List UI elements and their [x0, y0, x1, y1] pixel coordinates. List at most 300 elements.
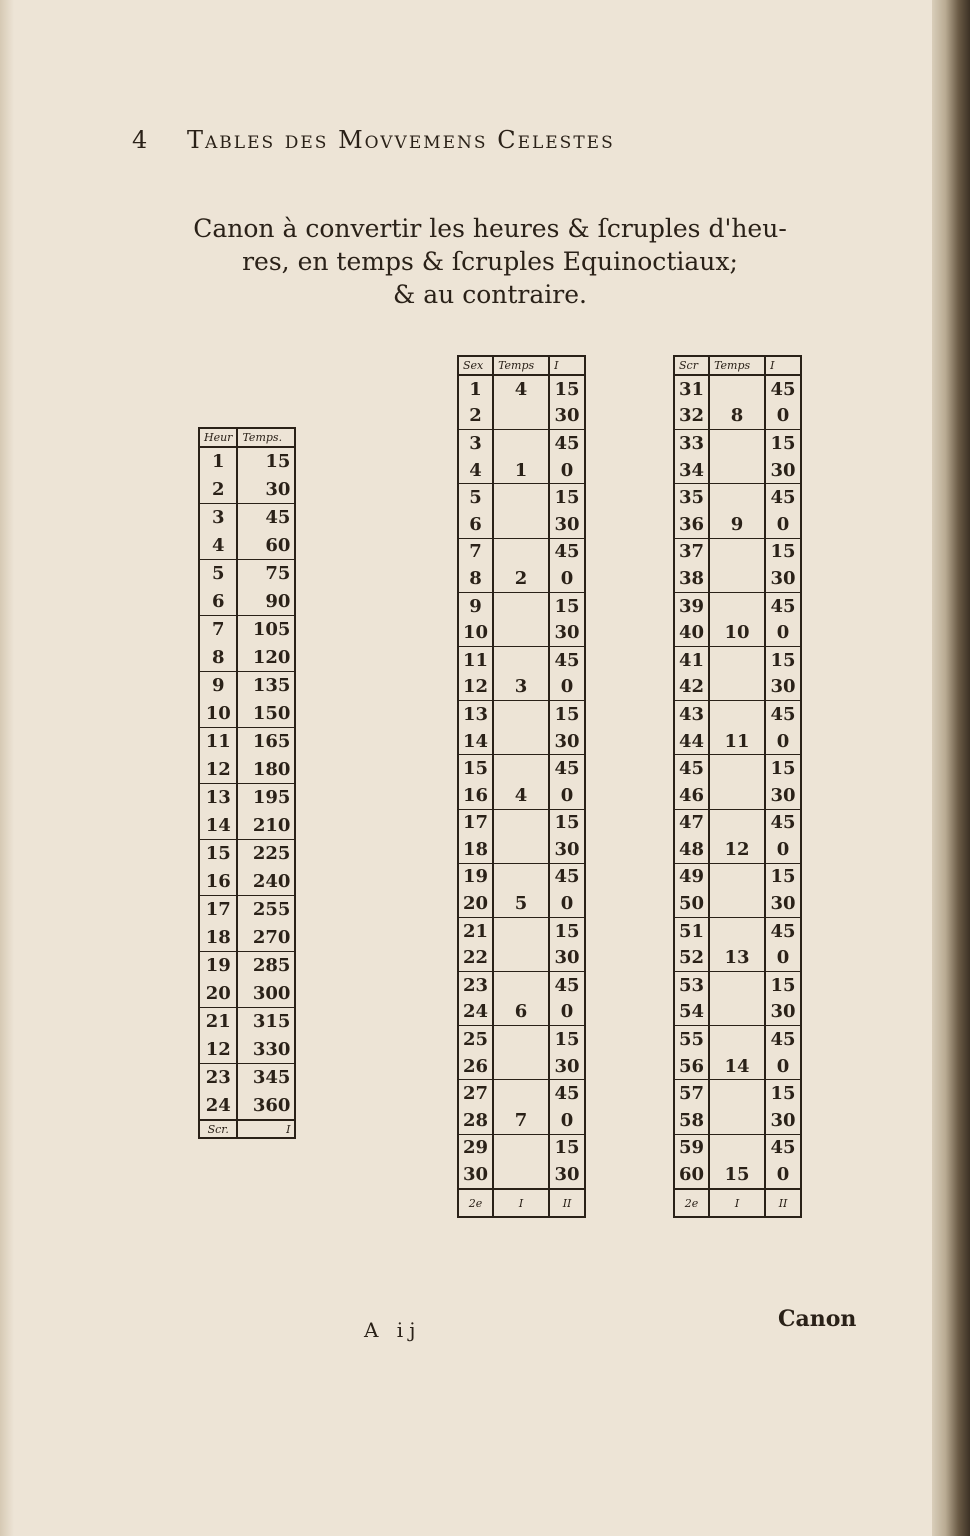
table-cell: 28 — [458, 1107, 493, 1134]
table-cell: 330 — [237, 1036, 295, 1064]
table-row — [458, 972, 585, 999]
table-row — [674, 484, 801, 511]
table-cell: 165 — [237, 728, 295, 756]
table-cell: 20 — [458, 890, 493, 917]
sexagesimal-table-1 — [457, 355, 586, 1218]
table-cell: 30 — [549, 1053, 585, 1080]
table-cell — [493, 755, 549, 782]
table-row — [458, 809, 585, 836]
table-cell: 15 — [765, 972, 801, 999]
table-cell: 39 — [674, 592, 709, 619]
table-row — [199, 784, 295, 812]
table-cell: 7 — [493, 1107, 549, 1134]
table-cell: 45 — [765, 592, 801, 619]
table-footer-row — [674, 1189, 801, 1218]
table-cell — [709, 484, 765, 511]
table-row — [458, 1134, 585, 1161]
table-cell: 0 — [549, 565, 585, 592]
table-cell: 9 — [458, 592, 493, 619]
table-cell: 16 — [458, 782, 493, 809]
table-cell: 4 — [458, 457, 493, 484]
table-cell: 8 — [199, 644, 237, 672]
table-cell: 48 — [674, 836, 709, 863]
table-cell: 27 — [458, 1080, 493, 1107]
table-cell — [493, 1080, 549, 1107]
table-cell: 21 — [199, 1008, 237, 1036]
table-cell: 45 — [549, 972, 585, 999]
table-cell: 51 — [674, 917, 709, 944]
table-cell: 60 — [237, 532, 295, 560]
table-cell: 285 — [237, 952, 295, 980]
table-row — [674, 646, 801, 673]
table-row — [199, 616, 295, 644]
table-cell — [493, 403, 549, 430]
table-cell: 2 — [493, 565, 549, 592]
table-row — [199, 644, 295, 672]
table-cell: 40 — [674, 619, 709, 646]
table-cell: 15 — [765, 430, 801, 457]
table-cell: 7 — [199, 616, 237, 644]
table-cell: 25 — [458, 1026, 493, 1053]
table-cell — [709, 917, 765, 944]
table-row — [674, 944, 801, 971]
footer-cell: II — [549, 1189, 585, 1218]
table-cell: 0 — [549, 674, 585, 701]
table-cell: 56 — [674, 1053, 709, 1080]
table-cell: 0 — [549, 782, 585, 809]
table-row — [458, 619, 585, 646]
table-cell — [493, 863, 549, 890]
table-cell: 90 — [237, 588, 295, 616]
table-cell — [709, 972, 765, 999]
table-row — [199, 924, 295, 952]
table-cell: 55 — [674, 1026, 709, 1053]
table-footer-row — [199, 1120, 295, 1138]
table-row — [199, 476, 295, 504]
table-row — [458, 999, 585, 1026]
table-cell — [493, 619, 549, 646]
table-cell: 345 — [237, 1064, 295, 1092]
table-row — [199, 560, 295, 588]
table-cell — [709, 890, 765, 917]
book-gutter — [932, 0, 970, 1536]
table-cell: 30 — [765, 1107, 801, 1134]
table-cell: 30 — [765, 457, 801, 484]
table-row — [458, 674, 585, 701]
heading-line-2: res, en temps & ſcruples Equinoctiaux; — [242, 247, 738, 276]
table-cell — [493, 538, 549, 565]
column-header: Scr — [674, 356, 709, 375]
table-cell: 45 — [549, 646, 585, 673]
table-cell: 255 — [237, 896, 295, 924]
table-row — [674, 836, 801, 863]
table-cell: 44 — [674, 728, 709, 755]
table-cell: 16 — [199, 868, 237, 896]
table-cell: 0 — [549, 1107, 585, 1134]
canon-heading — [160, 212, 820, 311]
table-cell: 15 — [765, 1080, 801, 1107]
table-cell: 24 — [458, 999, 493, 1026]
table-row — [458, 917, 585, 944]
column-header: I — [765, 356, 801, 375]
table-cell: 13 — [458, 701, 493, 728]
table-cell: 34 — [674, 457, 709, 484]
table-row — [458, 944, 585, 971]
table-cell: 38 — [674, 565, 709, 592]
table-cell — [709, 782, 765, 809]
table-cell: 15 — [765, 755, 801, 782]
table-cell: 45 — [765, 375, 801, 403]
table-row — [674, 728, 801, 755]
column-header: I — [549, 356, 585, 375]
table-cell: 47 — [674, 809, 709, 836]
footer-cell: Scr. — [199, 1120, 237, 1138]
table-cell: 1 — [493, 457, 549, 484]
table-cell: 11 — [458, 646, 493, 673]
table-cell: 45 — [765, 917, 801, 944]
table-row — [674, 1134, 801, 1161]
footer-cell: 2e — [674, 1189, 709, 1218]
table-cell — [709, 565, 765, 592]
page-number: 4 — [132, 126, 149, 154]
table-cell: 41 — [674, 646, 709, 673]
running-header — [132, 126, 812, 160]
table-cell: 0 — [549, 890, 585, 917]
table-cell: 15 — [549, 484, 585, 511]
table-cell: 0 — [765, 728, 801, 755]
table-row — [458, 484, 585, 511]
table-row — [458, 836, 585, 863]
table-cell: 15 — [549, 701, 585, 728]
table-row — [674, 565, 801, 592]
table-row — [199, 728, 295, 756]
table-cell — [709, 999, 765, 1026]
column-header: Heur — [199, 428, 237, 447]
table-cell — [493, 1134, 549, 1161]
table-cell: 21 — [458, 917, 493, 944]
table-cell: 15 — [237, 447, 295, 476]
signature-mark: A ij — [364, 1318, 422, 1342]
table-row — [674, 863, 801, 890]
table-row — [458, 755, 585, 782]
table-row — [458, 430, 585, 457]
table-row — [199, 588, 295, 616]
table-cell — [493, 972, 549, 999]
table-cell — [709, 646, 765, 673]
table-cell — [493, 1161, 549, 1189]
table-row — [458, 782, 585, 809]
table-row — [199, 1008, 295, 1036]
table-cell: 52 — [674, 944, 709, 971]
table-cell: 20 — [199, 980, 237, 1008]
table-row — [674, 457, 801, 484]
table-cell: 45 — [765, 1134, 801, 1161]
table-row — [199, 896, 295, 924]
table-row — [674, 999, 801, 1026]
table-row — [458, 457, 585, 484]
table-cell: 360 — [237, 1092, 295, 1121]
table-cell — [709, 1134, 765, 1161]
table-cell: 45 — [549, 538, 585, 565]
table-cell: 12 — [199, 756, 237, 784]
table-cell: 45 — [765, 809, 801, 836]
table-cell: 315 — [237, 1008, 295, 1036]
table-cell: 45 — [549, 755, 585, 782]
table-cell: 30 — [765, 890, 801, 917]
table-cell: 15 — [549, 1026, 585, 1053]
table-cell: 6 — [199, 588, 237, 616]
running-title: Tables des Movvemens Celestes — [187, 126, 615, 154]
table-cell: 30 — [549, 836, 585, 863]
table-cell — [709, 863, 765, 890]
table-cell: 5 — [458, 484, 493, 511]
table-cell: 6 — [493, 999, 549, 1026]
table-cell: 15 — [709, 1161, 765, 1189]
table-cell: 10 — [458, 619, 493, 646]
table-header-row — [199, 428, 295, 447]
table-cell: 30 — [765, 999, 801, 1026]
column-header: Sex — [458, 356, 493, 375]
table-cell: 32 — [674, 403, 709, 430]
table-row — [674, 674, 801, 701]
table-cell: 7 — [458, 538, 493, 565]
table-cell — [709, 1107, 765, 1134]
table-cell: 30 — [458, 1161, 493, 1189]
table-cell: 59 — [674, 1134, 709, 1161]
column-header: Temps — [709, 356, 765, 375]
table-cell: 8 — [709, 403, 765, 430]
table-cell: 10 — [199, 700, 237, 728]
table-cell: 210 — [237, 812, 295, 840]
table-cell — [709, 809, 765, 836]
table-cell — [493, 511, 549, 538]
table-cell — [493, 484, 549, 511]
table-cell: 2 — [458, 403, 493, 430]
table-cell: 43 — [674, 701, 709, 728]
table-row — [674, 430, 801, 457]
table-cell: 5 — [493, 890, 549, 917]
footer-cell: 2e — [458, 1189, 493, 1218]
table-cell: 3 — [458, 430, 493, 457]
table-cell: 15 — [549, 592, 585, 619]
table-row — [674, 890, 801, 917]
table-cell — [493, 430, 549, 457]
table-cell: 4 — [493, 782, 549, 809]
table-cell: 57 — [674, 1080, 709, 1107]
table-cell: 225 — [237, 840, 295, 868]
table-cell: 12 — [199, 1036, 237, 1064]
table-row — [199, 1092, 295, 1121]
table-cell: 4 — [493, 375, 549, 403]
sexagesimal-table-2 — [673, 355, 802, 1218]
table-row — [199, 672, 295, 700]
table-cell: 15 — [765, 646, 801, 673]
table-cell: 45 — [765, 1026, 801, 1053]
table-cell — [493, 592, 549, 619]
table-cell: 3 — [493, 674, 549, 701]
table-footer-row — [458, 1189, 585, 1218]
table-cell: 75 — [237, 560, 295, 588]
table-row — [674, 972, 801, 999]
table-cell — [493, 809, 549, 836]
table-cell: 60 — [674, 1161, 709, 1189]
table-cell: 0 — [765, 1053, 801, 1080]
heading-line-1: Canon à convertir les heures & ſcruples d'heu- — [193, 214, 787, 243]
table-cell: 8 — [458, 565, 493, 592]
table-cell: 29 — [458, 1134, 493, 1161]
table-row — [674, 592, 801, 619]
table-header-row — [458, 356, 585, 375]
table-cell: 11 — [709, 728, 765, 755]
table-cell: 45 — [674, 755, 709, 782]
table-cell: 120 — [237, 644, 295, 672]
table-cell: 15 — [765, 863, 801, 890]
table-row — [674, 1026, 801, 1053]
table-cell: 3 — [199, 504, 237, 532]
table-cell — [709, 375, 765, 403]
table-cell: 30 — [549, 728, 585, 755]
table-row — [674, 917, 801, 944]
table-row — [458, 890, 585, 917]
table-cell: 37 — [674, 538, 709, 565]
table-cell: 0 — [765, 403, 801, 430]
catchword: Canon — [778, 1306, 857, 1332]
table-cell: 15 — [549, 917, 585, 944]
table-cell — [709, 430, 765, 457]
table-cell: 17 — [458, 809, 493, 836]
table-row — [199, 504, 295, 532]
table-row — [674, 809, 801, 836]
table-cell: 45 — [765, 701, 801, 728]
table-cell: 30 — [765, 565, 801, 592]
table-cell: 31 — [674, 375, 709, 403]
table-cell: 45 — [237, 504, 295, 532]
table-cell: 0 — [765, 619, 801, 646]
table-cell: 0 — [765, 1161, 801, 1189]
column-header: Temps — [493, 356, 549, 375]
table-row — [199, 756, 295, 784]
table-row — [458, 646, 585, 673]
table-cell: 15 — [199, 840, 237, 868]
table-cell: 30 — [237, 476, 295, 504]
table-cell: 22 — [458, 944, 493, 971]
table-row — [458, 1080, 585, 1107]
table-cell: 30 — [549, 403, 585, 430]
table-cell: 11 — [199, 728, 237, 756]
table-cell: 4 — [199, 532, 237, 560]
table-cell — [709, 1026, 765, 1053]
table-cell: 0 — [549, 999, 585, 1026]
table-cell: 46 — [674, 782, 709, 809]
table-row — [458, 863, 585, 890]
table-row — [199, 532, 295, 560]
table-row — [199, 812, 295, 840]
table-cell: 23 — [199, 1064, 237, 1092]
table-row — [199, 980, 295, 1008]
table-row — [674, 1107, 801, 1134]
table-row — [199, 447, 295, 476]
table-row — [199, 840, 295, 868]
table-cell: 9 — [709, 511, 765, 538]
table-cell: 150 — [237, 700, 295, 728]
table-cell: 180 — [237, 756, 295, 784]
table-cell: 58 — [674, 1107, 709, 1134]
table-row — [674, 403, 801, 430]
table-row — [458, 1053, 585, 1080]
table-cell: 15 — [549, 809, 585, 836]
table-cell: 0 — [765, 511, 801, 538]
table-cell: 10 — [709, 619, 765, 646]
table-cell: 12 — [458, 674, 493, 701]
table-cell: 270 — [237, 924, 295, 952]
table-cell: 14 — [199, 812, 237, 840]
table-row — [458, 511, 585, 538]
footer-cell: II — [765, 1189, 801, 1218]
page-edge-shadow — [0, 0, 14, 1536]
table-row — [458, 1107, 585, 1134]
table-cell — [493, 728, 549, 755]
table-cell: 2 — [199, 476, 237, 504]
table-cell — [493, 1053, 549, 1080]
table-cell: 23 — [458, 972, 493, 999]
table-cell: 54 — [674, 999, 709, 1026]
table-cell — [493, 836, 549, 863]
table-row — [674, 1161, 801, 1189]
table-row — [458, 728, 585, 755]
table-cell: 1 — [458, 375, 493, 403]
table-row — [199, 952, 295, 980]
table-cell: 30 — [549, 1161, 585, 1189]
table-cell — [493, 917, 549, 944]
table-cell: 30 — [549, 511, 585, 538]
table-cell: 15 — [765, 538, 801, 565]
table-cell — [709, 457, 765, 484]
table-row — [674, 375, 801, 403]
table-cell: 33 — [674, 430, 709, 457]
table-cell: 240 — [237, 868, 295, 896]
table-row — [458, 375, 585, 403]
table-row — [458, 1026, 585, 1053]
table-cell: 14 — [458, 728, 493, 755]
table-cell: 42 — [674, 674, 709, 701]
table-row — [458, 538, 585, 565]
table-row — [458, 701, 585, 728]
table-cell — [709, 538, 765, 565]
table-cell — [709, 755, 765, 782]
table-cell: 15 — [458, 755, 493, 782]
table-row — [458, 565, 585, 592]
table-cell: 5 — [199, 560, 237, 588]
table-cell — [709, 592, 765, 619]
table-row — [674, 538, 801, 565]
table-row — [674, 701, 801, 728]
table-cell: 0 — [765, 836, 801, 863]
table-cell: 300 — [237, 980, 295, 1008]
table-cell: 45 — [549, 430, 585, 457]
table-cell: 36 — [674, 511, 709, 538]
table-cell: 30 — [765, 782, 801, 809]
table-cell: 53 — [674, 972, 709, 999]
table-row — [674, 782, 801, 809]
table-cell: 45 — [549, 1080, 585, 1107]
table-cell: 45 — [549, 863, 585, 890]
heading-line-3: & au contraire. — [393, 280, 587, 309]
table-cell: 6 — [458, 511, 493, 538]
table-cell — [493, 1026, 549, 1053]
table-row — [199, 700, 295, 728]
table-cell: 1 — [199, 447, 237, 476]
table-cell — [493, 944, 549, 971]
